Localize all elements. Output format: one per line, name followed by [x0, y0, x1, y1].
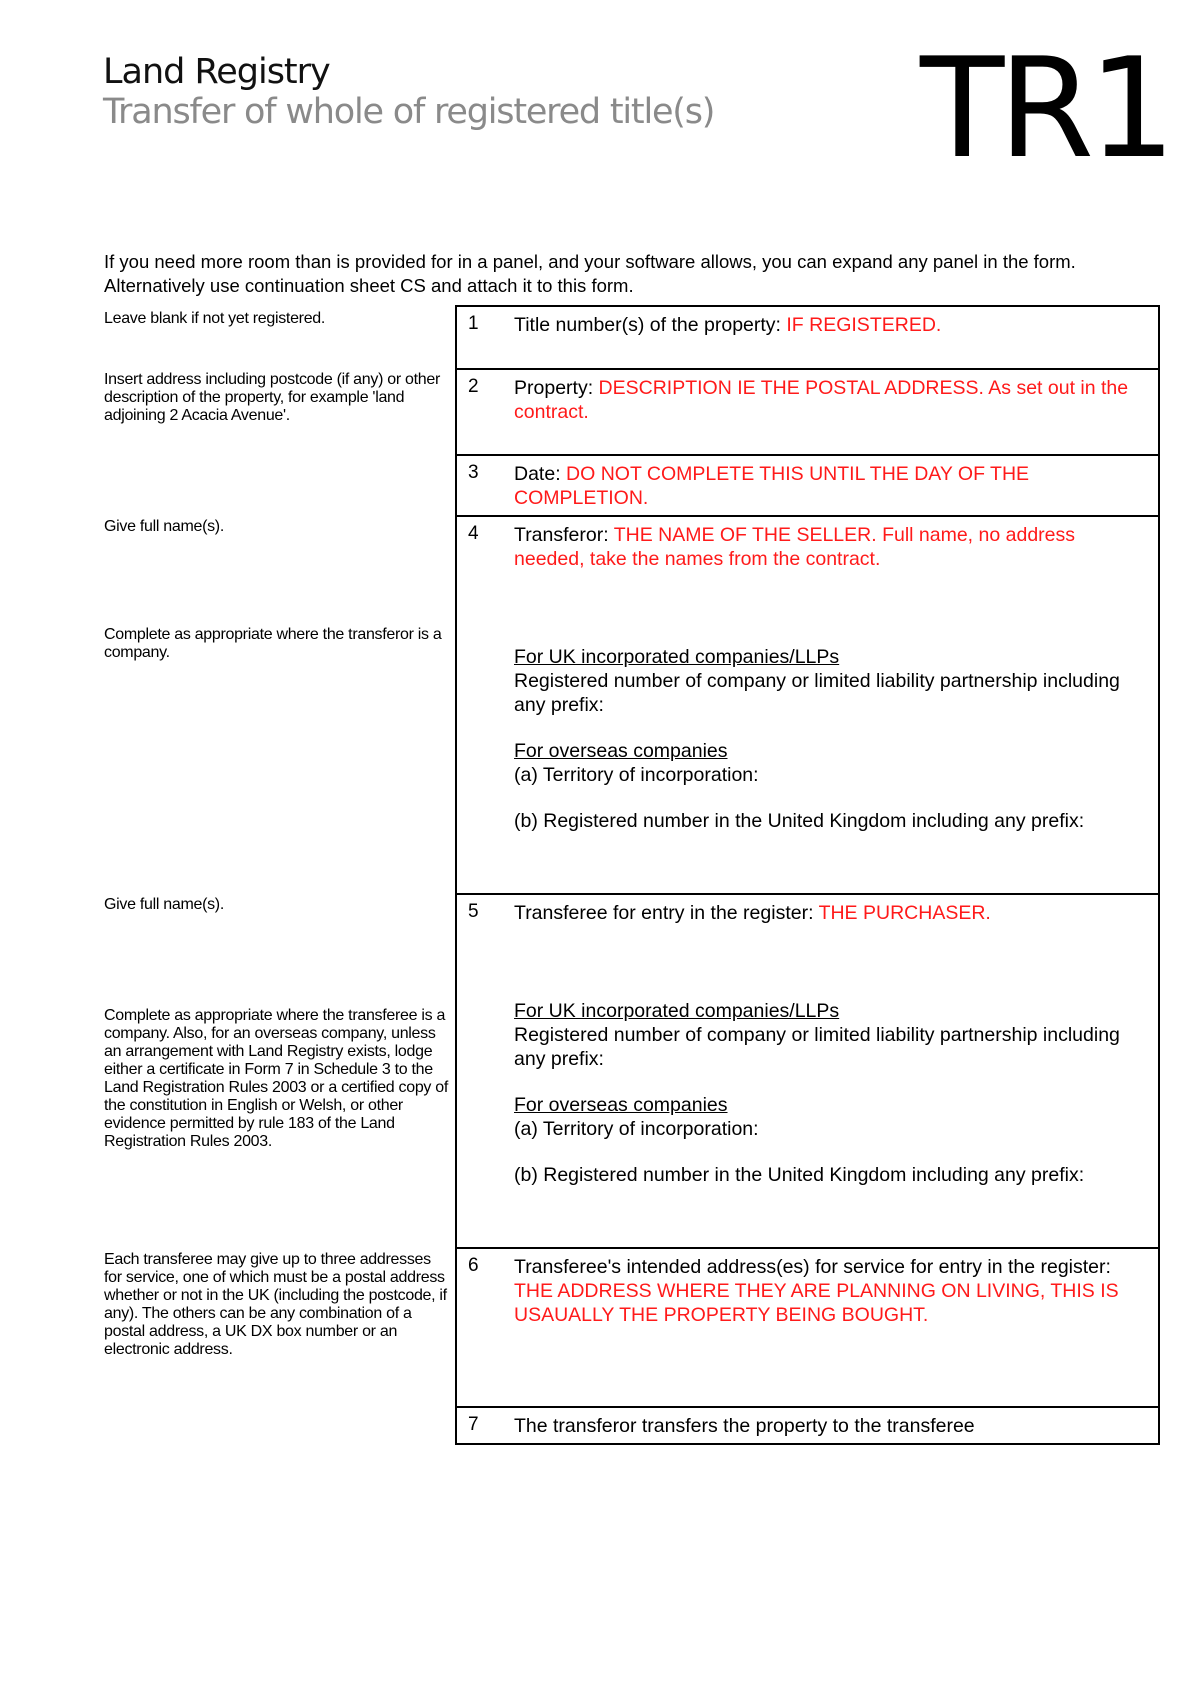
panel-entry[interactable]: DESCRIPTION IE THE POSTAL ADDRESS. As set out in the contract.	[514, 377, 1129, 423]
note-panel-6: Each transferee may give up to three addresses for service, one of which must be a postal address whether or not in the UK (including the postcode, if any). The others can be any combination of a postal address, a UK DX box number or an electronic address.	[104, 1251, 447, 1358]
panel-label: Date:	[514, 463, 567, 485]
panel-entry[interactable]: THE ADDRESS WHERE THEY ARE PLANNING ON LIVING, THIS IS USAUALLY THE PROPERTY BEING BOUGHT.	[514, 1280, 1119, 1326]
overseas-companies-heading: For overseas companies	[514, 740, 728, 762]
panel-number: 2	[468, 376, 479, 397]
territory-field-label: (a) Territory of incorporation:	[514, 764, 759, 786]
registered-number-field-label: (b) Registered number in the United Kingdom including any prefix:	[514, 1164, 1085, 1186]
panel-2[interactable]	[457, 368, 1158, 454]
note-panel-4-company: Complete as appropriate where the transferor is a company.	[104, 626, 442, 661]
note-panel-5-company: Complete as appropriate where the transferee is a company. Also, for an overseas company, unless an arrangement with Land Registry exists, lodge either a certificate in Form 7 in Schedule 3 to the Land Registration Rules 2003 or a certified copy of the constitution in English or Welsh, or other evidence permitted by rule 183 of the Land Registration Rules 2003.	[104, 1007, 449, 1150]
note-panel-2: Insert address including postcode (if any) or other description of the property, for example 'land adjoining 2 Acacia Avenue'.	[104, 371, 440, 424]
panel-label: Transferee for entry in the register:	[514, 902, 819, 924]
panel-number: 1	[468, 313, 479, 334]
panel-4[interactable]	[457, 515, 1158, 893]
panel-1[interactable]	[457, 307, 1158, 368]
panel-7	[457, 1406, 1158, 1443]
uk-companies-text: Registered number of company or limited liability partnership including any prefix:	[514, 670, 1120, 716]
uk-companies-heading: For UK incorporated companies/LLPs	[514, 646, 840, 668]
note-panel-4: Give full name(s).	[104, 518, 224, 535]
panel-entry[interactable]: THE PURCHASER.	[818, 902, 991, 924]
panel-3[interactable]	[457, 454, 1158, 515]
panel-number: 5	[468, 901, 479, 922]
panel-number: 7	[468, 1414, 479, 1435]
panel-entry[interactable]: IF REGISTERED.	[786, 314, 942, 336]
territory-field-label: (a) Territory of incorporation:	[514, 1118, 759, 1140]
uk-companies-heading: For UK incorporated companies/LLPs	[514, 1000, 840, 1022]
panel-number: 4	[468, 523, 479, 544]
panel-number: 6	[468, 1255, 479, 1276]
panel-label: Property:	[514, 377, 599, 399]
uk-companies-text: Registered number of company or limited liability partnership including any prefix:	[514, 1024, 1120, 1070]
panel-5[interactable]	[457, 893, 1158, 1247]
registered-number-field-label: (b) Registered number in the United Kingdom including any prefix:	[514, 810, 1085, 832]
panel-label: Transferor:	[514, 524, 614, 546]
form-title: Transfer of whole of registered title(s)	[103, 92, 715, 132]
note-panel-1: Leave blank if not yet registered.	[104, 310, 326, 327]
organisation-name: Land Registry	[103, 52, 330, 92]
form-code: TR1	[920, 28, 1170, 189]
note-panel-5: Give full name(s).	[104, 896, 224, 913]
panel-label: Transferee's intended address(es) for service for entry in the register:	[514, 1256, 1111, 1278]
panel-entry[interactable]: THE NAME OF THE SELLER. Full name, no address needed, take the names from the contract.	[514, 524, 1075, 570]
overseas-companies-heading: For overseas companies	[514, 1094, 728, 1116]
panel-label: Title number(s) of the property:	[514, 314, 787, 336]
panel-number: 3	[468, 462, 479, 483]
panel-6[interactable]	[457, 1247, 1158, 1406]
intro-text: If you need more room than is provided for in a panel, and your software allows, you can expand any panel in the form. Alternatively use continuation sheet CS and attach it to this form.	[104, 251, 1076, 296]
form-panels	[455, 305, 1160, 1445]
panel-label: The transferor transfers the property to the transferee	[514, 1415, 975, 1437]
panel-entry[interactable]: DO NOT COMPLETE THIS UNTIL THE DAY OF THE COMPLETION.	[514, 463, 1030, 509]
